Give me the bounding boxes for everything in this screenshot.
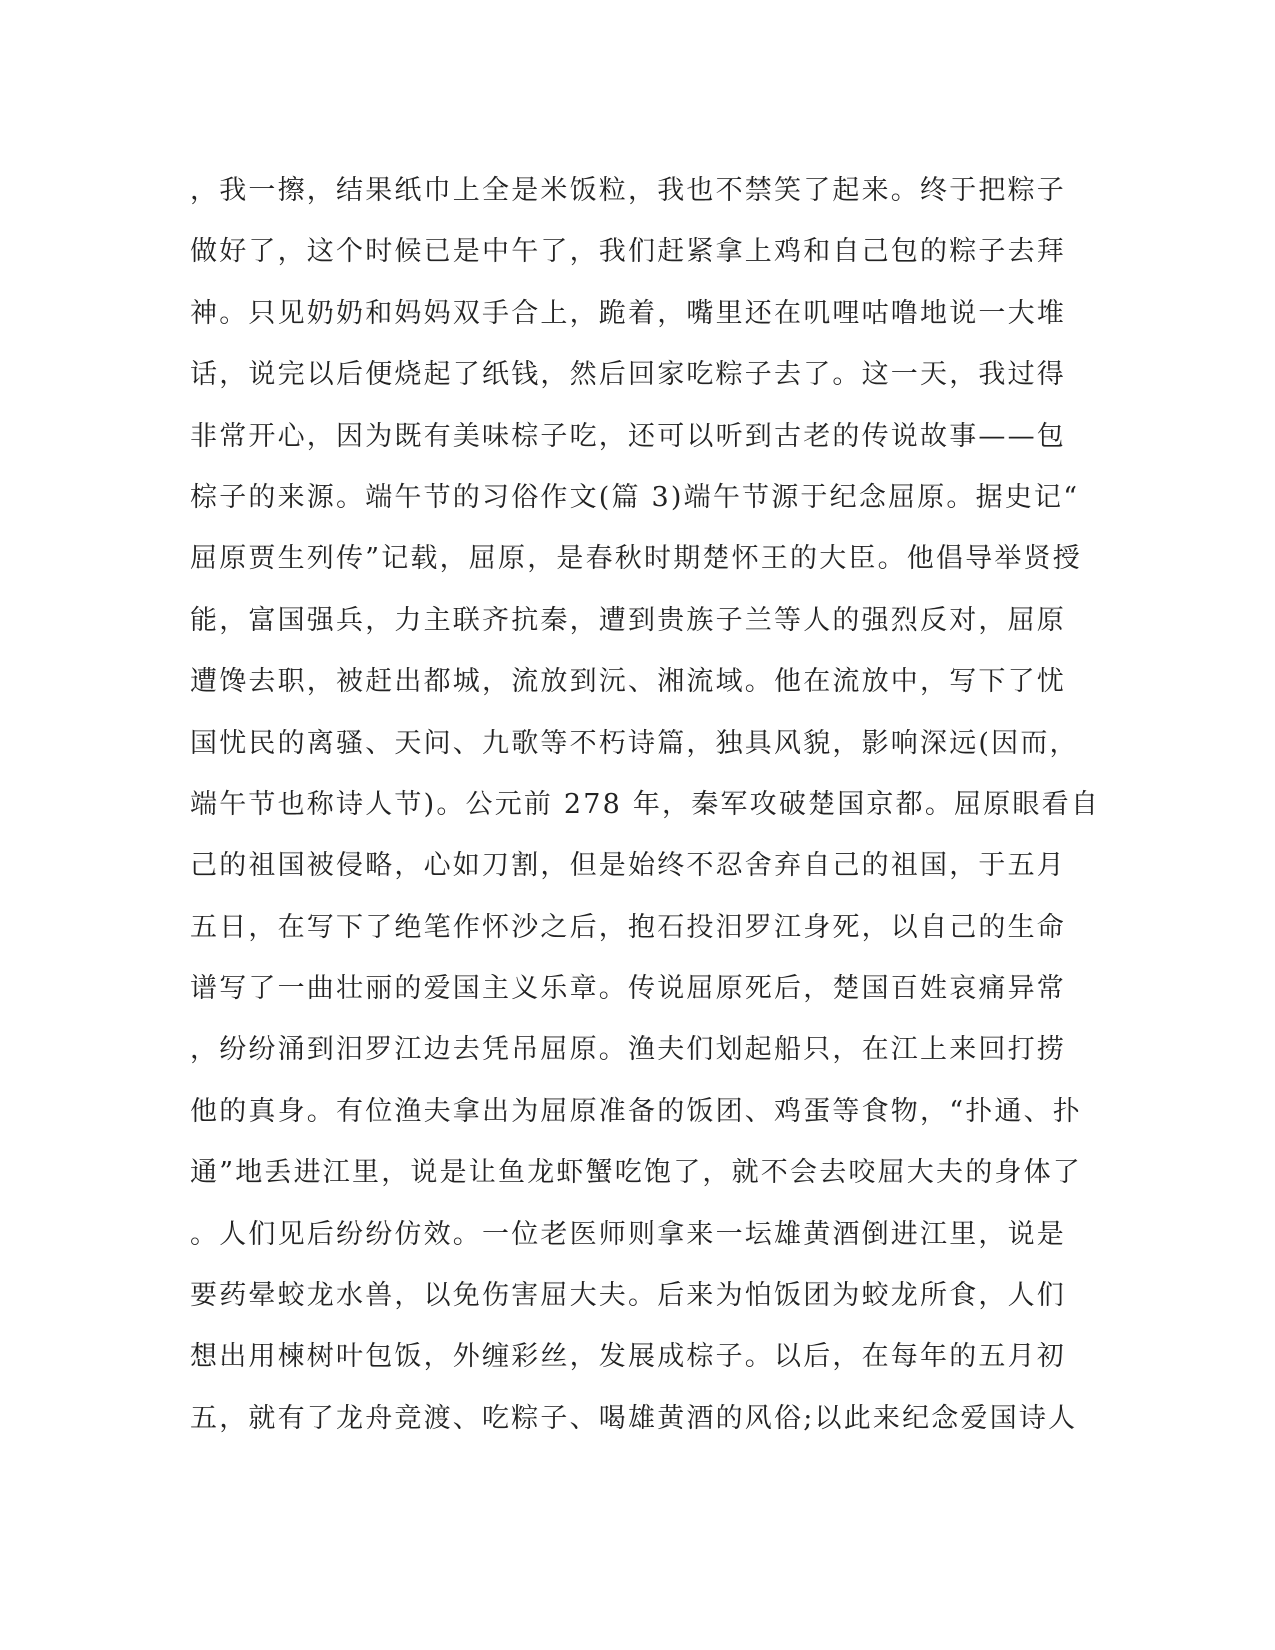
text-line: 能，富国强兵，力主联齐抗秦，遭到贵族子兰等人的强烈反对，屈原 xyxy=(190,604,1066,636)
text-line: 要药晕蛟龙水兽，以免伤害屈大夫。后来为怕饭团为蛟龙所食，人们 xyxy=(190,1280,1066,1312)
text-line: 五日，在写下了绝笔作怀沙之后，抱石投汨罗江身死，以自己的生命 xyxy=(190,911,1066,943)
text-line: 国忧民的离骚、天问、九歌等不朽诗篇，独具风貌，影响深远(因而， xyxy=(190,727,1079,759)
text-line: 非常开心，因为既有美味棕子吃，还可以听到古老的传说故事——包 xyxy=(190,420,1066,452)
text-line: 谱写了一曲壮丽的爱国主义乐章。传说屈原死后，楚国百姓哀痛异常 xyxy=(190,973,1066,1005)
text-line: 遭馋去职，被赶出都城，流放到沅、湘流域。他在流放中，写下了忧 xyxy=(190,666,1066,698)
body-text xyxy=(190,160,1101,1449)
text-line: ，纷纷涌到汨罗江边去凭吊屈原。渔夫们划起船只，在江上来回打捞 xyxy=(190,1034,1066,1066)
text-line: 神。只见奶奶和妈妈双手合上，跪着，嘴里还在叽哩咕噜地说一大堆 xyxy=(190,297,1066,329)
text-line: 想出用楝树叶包饭，外缠彩丝，发展成棕子。以后，在每年的五月初 xyxy=(190,1341,1066,1373)
text-line: 己的祖国被侵略，心如刀割，但是始终不忍舍弃自己的祖国，于五月 xyxy=(190,850,1066,882)
text-line: 通”地丢进江里，说是让鱼龙虾蟹吃饱了，就不会去咬屈大夫的身体了 xyxy=(190,1157,1083,1189)
text-line: 端午节也称诗人节)。公元前 278 年，秦军攻破楚国京都。屈原眼看自 xyxy=(190,788,1101,820)
text-line: 他的真身。有位渔夫拿出为屈原准备的饭团、鸡蛋等食物，“扑通、扑 xyxy=(190,1095,1083,1127)
text-line: ，我一擦，结果纸巾上全是米饭粒，我也不禁笑了起来。终于把粽子 xyxy=(190,175,1066,206)
text-line: 五，就有了龙舟竞渡、吃粽子、喝雄黄酒的风俗;以此来纪念爱国诗人 xyxy=(190,1402,1078,1434)
text-line: 。人们见后纷纷仿效。一位老医师则拿来一坛雄黄酒倒进江里，说是 xyxy=(190,1218,1066,1250)
text-line: 棕子的来源。端午节的习俗作文(篇 3)端午节源于纪念屈原。据史记“ xyxy=(190,481,1080,513)
text-line: 话，说完以后便烧起了纸钱，然后回家吃粽子去了。这一天，我过得 xyxy=(190,359,1066,391)
text-line: 做好了，这个时候已是中午了，我们赶紧拿上鸡和自己包的粽子去拜 xyxy=(190,236,1066,268)
text-line: 屈原贾生列传”记载，屈原，是春秋时期楚怀王的大臣。他倡导举贤授 xyxy=(190,543,1083,575)
